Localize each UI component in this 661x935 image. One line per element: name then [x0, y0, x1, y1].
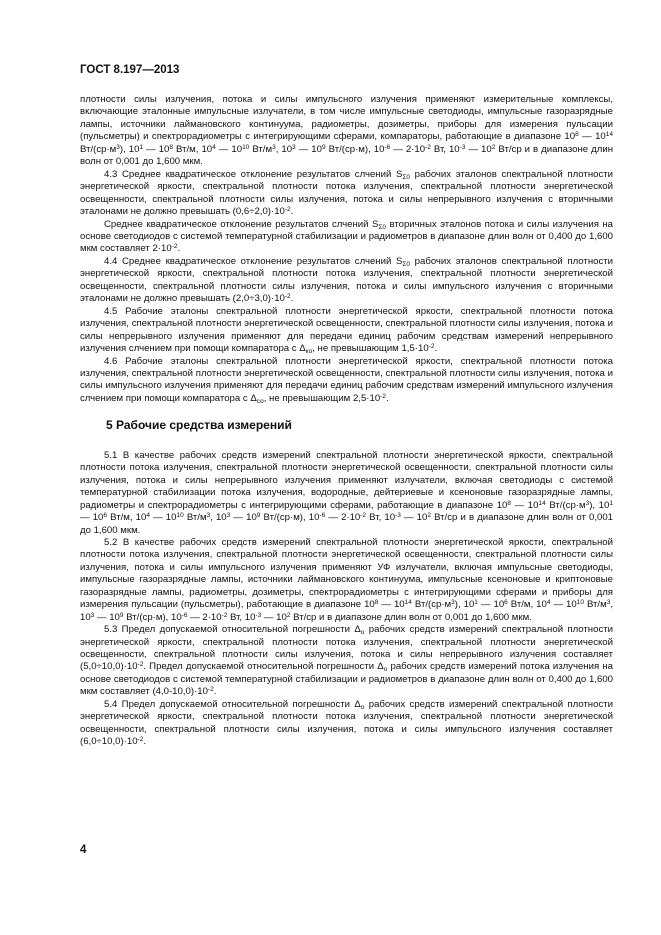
section-5-heading: 5 Рабочие средства измерений — [106, 418, 292, 433]
paragraph-5-1: 5.1 В качестве рабочих средств измерений спектральной плотности энергетической яркости, спектральной плотности потока излучения, спектральной плотности энергетической освещенности, спектральной плотности силы излучения, потока и силы непрерывного излучения применяют излучатели, включая светодиоды с системой температурной стабилизации потока излучения, водородные, дейтериевые и ксеноновые газоразрядные лампы, радиометры и спектрорадиометры с интегрирующими сферами, работающие в диапазоне $10^8$ — $10^{14}$ $Вт/(ср\cdot м^3)$, $10^1$ — $10^6$ Вт/м, $10^4$ — $10^{10}$ $Вт/м^3$, $10^3$ — $10^9$ Вт/(ср·м), $10^{-6}$ — $2\cdot 10^{-2}$ Вт, $10^{-3}$ — $10^2$ Вт/ср и в диапазоне длин волн от 0,001 до 1,600 мкм. — [80, 449, 613, 536]
paragraph-4-3: 4.3 Среднее квадратическое отклонение результатов слчений $S_{\Sigma 0}$ рабочих эталонов спектральной плотности энергетической яркости, спектральной плотности потока излучения, спектральной плотности энергетической освещенности, спектральной плотности силы излучения, потока и силы непрерывного излучения с вторичными эталонами не должно превышать $(0,6\div 2,0)\cdot 10^{-2}$. — [80, 168, 613, 218]
page-number: 4 — [80, 844, 87, 856]
paragraph-4-4: 4.4 Среднее квадратическое отклонение результатов слчений $S_{\Sigma 0}$ рабочих эталонов спектральной плотности энергетической яркости, спектральной плотности потока излучения, спектральной плотности энергетической освещенности, спектральной плотности силы излучения, потока и силы импульсного излучения с вторичными эталонами не должно превышать $(2,0\div 3,0)\cdot 10^{-2}$. — [80, 255, 613, 305]
paragraph-4-5: 4.5 Рабочие эталоны спектральной плотности энергетической яркости, спектральной плотности потока излучения, спектральной плотности энергетической освещенности, спектральной плотности силы излучения, потока и силы непрерывного излучения применяют для передачи единиц рабочим средствам измерений непрерывного излучения слчением при помощи компаратора с $\Delta_{ко}$, не превышающим $1,5\cdot 10^{-2}$. — [80, 305, 613, 356]
standard-header: ГОСТ 8.197—2013 — [80, 64, 180, 76]
paragraph-5-3: 5.3 Предел допускаемой относительной погрешности $\Delta_о$ рабочих средств измерений спектральной плотности энергетической яркости, спектральной плотности потока излучения, спектральной плотности энергетической освещенности, спектральной плотности силы излучения, потока и силы непрерывного излучения составляет $(5,0\div 10,0)\cdot 10^{-2}$. Предел допускаемой относительной погрешности $\Delta_о$ рабочих средств измерений потока излучения на основе светодиодов с системой температурной стабилизации и радиометров в диапазоне длин волн от 0,400 до 1,600 мкм составляет $(4,0-10,0)\cdot 10^{-2}$. — [80, 624, 613, 698]
paragraph-4-3-note: Среднее квадратическое отклонение результатов слчений $S_{\Sigma 0}$ вторичных эталонов потока и силы излучения на основе светодиодов с системой температурной стабилизации и радиометров в диапазоне длин волн от 0,400 до 1,600 мкм составляет $2\cdot 10^{-2}$. — [80, 218, 613, 255]
document-body — [80, 94, 613, 749]
paragraph-continuation: плотности силы излучения, потока и силы импульсного излучения применяют измерительные комплексы, включающие эталонные импульсные излучатели, в том числе импульсные светодиоды, импульсные газоразрядные лампы, источники лаймановского континуума, радиометры, дозиметры, приборы для измерения пульсации (пульсметры) и спектрорадиометры с интегрирующими сферами, компараторы, работающие в диапазоне $10^8$ — $10^{14}$ $Вт/(ср\cdot м^3)$, $10^1$ — $10^8$ Вт/м, $10^4$ — $10^{10}$ $Вт/м^3$, $10^3$ — $10^9$ Вт/(ср·м), $10^{-6}$ — $2\cdot 10^{-2}$ Вт, $10^{-3}$ — $10^2$ Вт/ср и в диапазоне длин волн от 0,001 до 1,600 мкм. — [80, 94, 614, 168]
paragraph-5-4: 5.4 Предел допускаемой относительной погрешности $\Delta_о$ рабочих средств измерений спектральной плотности энергетической яркости, спектральной плотности потока излучения, спектральной плотности энергетической освещенности, спектральной плотности силы излучения, потока и силы импульсного излучения составляет $(6,0\div 10,0)\cdot 10^{-2}$. — [80, 698, 613, 748]
paragraph-4-6: 4.6 Рабочие эталоны спектральной плотности энергетической яркости, спектральной плотности потока излучения, спектральной плотности энергетической освещенности, спектральной плотности силы излучения, потока и силы импульсного излучения применяют для передачи единиц рабочим средствам измерений импульсного излучения слчением при помощи компаратора с $\Delta_{со}$, не превышающим $2,5\cdot 10^{-2}$. — [80, 355, 613, 405]
paragraph-5-2: 5.2 В качестве рабочих средств измерений спектральной плотности энергетической яркости, спектральной плотности потока излучения, спектральной плотности энергетической освещенности, спектральной плотности силы излучения, потока и силы импульсного излучения применяют УФ излучатели, включая импульсные светодиоды, импульсные газоразрядные лампы, источники лаймановского континуума, импульсные ксеноновые и криптоновые газоразрядные лампы, радиометры, дозиметры, спектрорадиометры с интегрирующими сферами и приборы для измерения пульсации (пульсметры), работающие в диапазоне $10^8$ — $10^{14}$ $Вт/(ср\cdot м^3)$, $10^1$ — $10^6$ Вт/м, $10^4$ — $10^{10}$ $Вт/м^3$, $10^3$ — $10^9$ Вт/(ср·м), $10^{-6}$ — $2\cdot 10^{-2}$ Вт, $10^{-3}$ — $10^2$ Вт/ср и в диапазоне длин волн от 0,001 до 1,600 мкм. — [80, 536, 613, 623]
